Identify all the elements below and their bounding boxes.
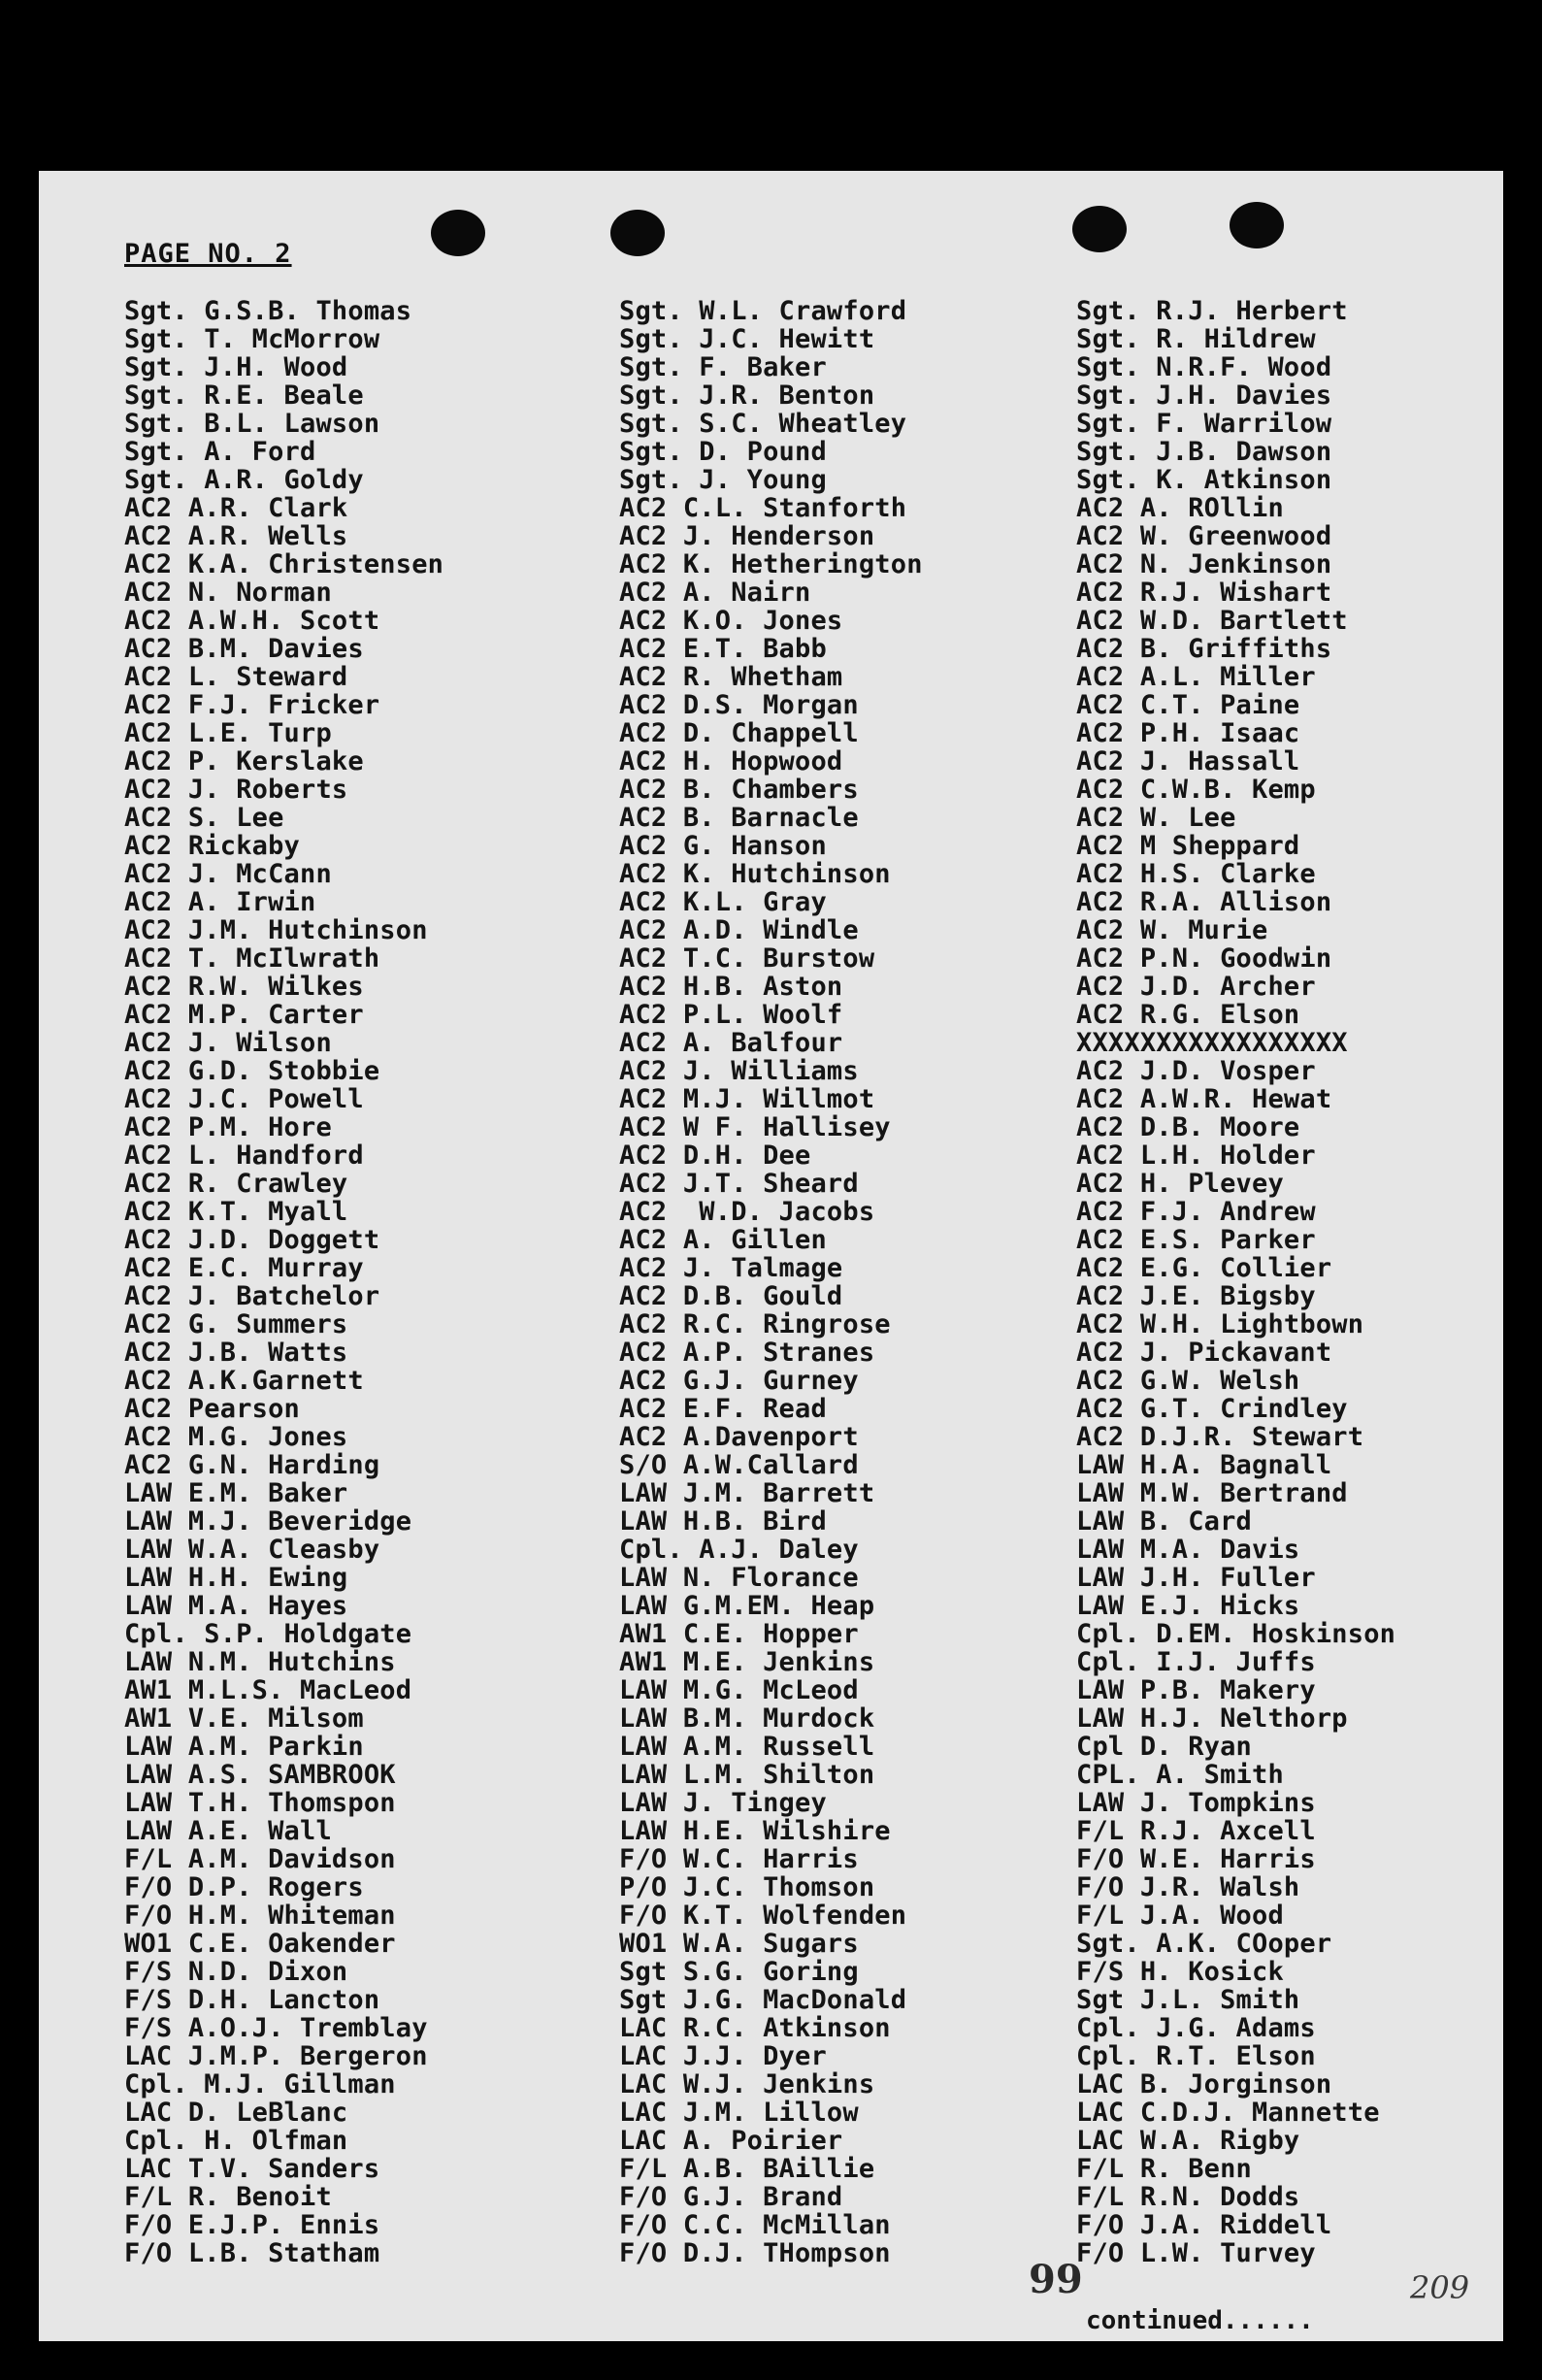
- roster-entry: AC2 Pearson: [124, 1394, 301, 1424]
- roster-entry: WO1 W.A. Sugars: [619, 1929, 859, 1959]
- roster-entry: AC2 K.A. Christensen: [124, 549, 444, 579]
- roster-entry: AC2 E.S. Parker: [1076, 1225, 1316, 1255]
- roster-entry: AC2 H. Hopwood: [619, 746, 843, 777]
- roster-entry: LAW J. Tompkins: [1076, 1788, 1316, 1818]
- roster-entry: F/O C.C. McMillan: [619, 2210, 891, 2240]
- roster-entry: LAW T.H. Thomspon: [124, 1788, 396, 1818]
- roster-entry: AC2 C.L. Stanforth: [619, 493, 907, 523]
- roster-entry: AC2 J.D. Archer: [1076, 972, 1316, 1002]
- roster-entry: F/O D.J. THompson: [619, 2238, 891, 2268]
- roster-entry: AC2 P.N. Goodwin: [1076, 943, 1332, 974]
- roster-entry: AC2 J.C. Powell: [124, 1084, 364, 1114]
- roster-entry: F/S H. Kosick: [1076, 1957, 1284, 1987]
- roster-entry: AC2 J.T. Sheard: [619, 1169, 859, 1199]
- roster-entry: LAW A.E. Wall: [124, 1816, 332, 1846]
- roster-entry: LAW H.E. Wilshire: [619, 1816, 891, 1846]
- roster-entry: AC2 W.D. Jacobs: [619, 1197, 875, 1227]
- roster-entry: AC2 J. Williams: [619, 1056, 859, 1086]
- roster-entry: F/S D.H. Lancton: [124, 1985, 380, 2015]
- roster-entry: AC2 E.T. Babb: [619, 634, 827, 664]
- roster-entry: LAC R.C. Atkinson: [619, 2013, 891, 2043]
- roster-entry: AC2 K.O. Jones: [619, 606, 843, 636]
- roster-entry: Sgt. T. McMorrow: [124, 324, 380, 354]
- roster-entry: AC2 A.P. Stranes: [619, 1338, 875, 1368]
- roster-entry: F/L R.N. Dodds: [1076, 2182, 1300, 2212]
- roster-entry: S/O A.W.Callard: [619, 1450, 859, 1480]
- roster-entry: Sgt. A.K. COoper: [1076, 1929, 1332, 1959]
- roster-entry: Sgt. J.B. Dawson: [1076, 437, 1332, 467]
- roster-entry: AC2 A. Gillen: [619, 1225, 827, 1255]
- roster-entry: AC2 H.S. Clarke: [1076, 859, 1316, 889]
- name-column-3: [1076, 297, 1395, 2267]
- roster-entry: LAW A.S. SAMBROOK: [124, 1760, 396, 1790]
- roster-entry: AC2 L.E. Turp: [124, 718, 332, 748]
- roster-entry: LAW J.M. Barrett: [619, 1478, 875, 1508]
- roster-entry: F/S A.O.J. Tremblay: [124, 2013, 428, 2043]
- roster-entry: AC2 G.D. Stobbie: [124, 1056, 380, 1086]
- roster-entry: LAW M.A. Davis: [1076, 1535, 1300, 1565]
- roster-entry: AW1 M.L.S. MacLeod: [124, 1675, 412, 1705]
- roster-entry: AC2 J. Wilson: [124, 1028, 332, 1058]
- roster-entry: AC2 B. Griffiths: [1076, 634, 1332, 664]
- roster-entry: AC2 A.L. Miller: [1076, 662, 1316, 692]
- roster-entry: AC2 J.D. Doggett: [124, 1225, 380, 1255]
- roster-entry: Cpl. S.P. Holdgate: [124, 1619, 412, 1649]
- roster-entry: Cpl D. Ryan: [1076, 1732, 1253, 1762]
- roster-entry: Cpl. D.EM. Hoskinson: [1076, 1619, 1396, 1649]
- roster-entry: LAW H.A. Bagnall: [1076, 1450, 1332, 1480]
- roster-entry: AC2 W. Murie: [1076, 915, 1268, 945]
- roster-entry: AC2 P.L. Woolf: [619, 1000, 843, 1030]
- roster-entry: LAW M.W. Bertrand: [1076, 1478, 1348, 1508]
- roster-entry: Sgt. J.H. Wood: [124, 352, 348, 382]
- roster-entry: F/L J.A. Wood: [1076, 1901, 1284, 1931]
- roster-entry: LAW W.A. Cleasby: [124, 1535, 380, 1565]
- roster-entry: AC2 K. Hutchinson: [619, 859, 891, 889]
- roster-entry: F/L R. Benoit: [124, 2182, 332, 2212]
- roster-entry: AC2 D.S. Morgan: [619, 690, 859, 720]
- roster-entry: LAW H.J. Nelthorp: [1076, 1703, 1348, 1734]
- roster-entry: Sgt. J.R. Benton: [619, 380, 875, 411]
- roster-entry: Cpl. M.J. Gillman: [124, 2069, 396, 2099]
- name-column-2: [619, 297, 923, 2267]
- roster-entry: LAC J.M.P. Bergeron: [124, 2041, 428, 2071]
- roster-entry: F/O K.T. Wolfenden: [619, 1901, 907, 1931]
- name-column-1: [124, 297, 443, 2267]
- roster-entry: Cpl. I.J. Juffs: [1076, 1647, 1316, 1677]
- roster-entry: AC2 G.W. Welsh: [1076, 1366, 1300, 1396]
- roster-entry: Cpl. H. Olfman: [124, 2126, 348, 2156]
- roster-entry: AC2 K. Hetherington: [619, 549, 923, 579]
- roster-entry: AC2 W. Lee: [1076, 803, 1236, 833]
- continued-note: continued......: [1086, 2306, 1314, 2335]
- roster-entry: F/L R.J. Axcell: [1076, 1816, 1316, 1846]
- roster-entry: AC2 L.H. Holder: [1076, 1140, 1316, 1171]
- roster-entry: AC2 F.J. Andrew: [1076, 1197, 1316, 1227]
- page-header: PAGE NO. 2: [124, 239, 292, 269]
- roster-entry: AC2 G.J. Gurney: [619, 1366, 859, 1396]
- roster-entry: LAW M.G. McLeod: [619, 1675, 859, 1705]
- roster-entry: AC2 E.C. Murray: [124, 1253, 364, 1283]
- roster-entry: Cpl. R.T. Elson: [1076, 2041, 1316, 2071]
- roster-entry: AC2 J. Hassall: [1076, 746, 1300, 777]
- roster-entry: AC2 T. McIlwrath: [124, 943, 380, 974]
- roster-entry: Cpl. J.G. Adams: [1076, 2013, 1316, 2043]
- roster-entry: LAW H.B. Bird: [619, 1506, 827, 1537]
- roster-entry: AC2 J. Roberts: [124, 775, 348, 805]
- roster-entry: F/L A.B. BAillie: [619, 2154, 875, 2184]
- roster-entry: LAW E.J. Hicks: [1076, 1591, 1300, 1621]
- roster-entry: AC2 B. Barnacle: [619, 803, 859, 833]
- roster-entry: AC2 R. Whetham: [619, 662, 843, 692]
- roster-entry: AC2 A. ROllin: [1076, 493, 1284, 523]
- roster-entry: LAW A.M. Parkin: [124, 1732, 364, 1762]
- punch-hole: [431, 210, 485, 256]
- roster-entry: Sgt J.L. Smith: [1076, 1985, 1300, 2015]
- roster-entry: F/O D.P. Rogers: [124, 1872, 364, 1902]
- roster-entry: AC2 Rickaby: [124, 831, 301, 861]
- roster-entry: AC2 E.G. Collier: [1076, 1253, 1332, 1283]
- roster-entry: AC2 B. Chambers: [619, 775, 859, 805]
- roster-entry: AC2 D.J.R. Stewart: [1076, 1422, 1364, 1452]
- roster-entry: AC2 L. Handford: [124, 1140, 364, 1171]
- folio-number: 209: [1410, 2269, 1470, 2306]
- document-sheet: [39, 171, 1503, 2341]
- roster-entry: Sgt. G.S.B. Thomas: [124, 296, 412, 326]
- roster-entry: AC2 G. Hanson: [619, 831, 827, 861]
- roster-entry: AC2 D.H. Dee: [619, 1140, 811, 1171]
- punch-hole: [610, 210, 665, 256]
- roster-entry: Sgt. J.C. Hewitt: [619, 324, 875, 354]
- roster-entry: AC2 J.M. Hutchinson: [124, 915, 428, 945]
- roster-entry: LAC B. Jorginson: [1076, 2069, 1332, 2099]
- roster-entry: AC2 R.C. Ringrose: [619, 1309, 891, 1339]
- roster-entry: LAC T.V. Sanders: [124, 2154, 380, 2184]
- roster-entry: LAW J.H. Fuller: [1076, 1563, 1316, 1593]
- roster-entry: AC2 A.Davenport: [619, 1422, 859, 1452]
- roster-entry: AW1 C.E. Hopper: [619, 1619, 859, 1649]
- roster-entry: F/O H.M. Whiteman: [124, 1901, 396, 1931]
- roster-entry: Sgt. J.H. Davies: [1076, 380, 1332, 411]
- roster-entry: AC2 J. Henderson: [619, 521, 875, 551]
- roster-entry: AC2 W F. Hallisey: [619, 1112, 891, 1142]
- roster-entry: LAW A.M. Russell: [619, 1732, 875, 1762]
- roster-entry: LAW E.M. Baker: [124, 1478, 348, 1508]
- roster-entry: Sgt. R.E. Beale: [124, 380, 364, 411]
- roster-entry: LAC D. LeBlanc: [124, 2098, 348, 2128]
- roster-entry: AC2 H. Plevey: [1076, 1169, 1284, 1199]
- roster-entry: F/O G.J. Brand: [619, 2182, 843, 2212]
- roster-entry: AC2 J.E. Bigsby: [1076, 1281, 1316, 1311]
- roster-entry: P/O J.C. Thomson: [619, 1872, 875, 1902]
- roster-entry: AC2 D.B. Gould: [619, 1281, 843, 1311]
- roster-entry: F/L A.M. Davidson: [124, 1844, 396, 1874]
- roster-entry: AC2 J. Pickavant: [1076, 1338, 1332, 1368]
- roster-entry: AC2 A.W.H. Scott: [124, 606, 380, 636]
- roster-entry: LAW M.J. Beveridge: [124, 1506, 412, 1537]
- roster-entry: LAW G.M.EM. Heap: [619, 1591, 875, 1621]
- roster-entry: AC2 D.B. Moore: [1076, 1112, 1300, 1142]
- roster-entry: AC2 G.T. Crindley: [1076, 1394, 1348, 1424]
- roster-entry: AC2 A.K.Garnett: [124, 1366, 364, 1396]
- roster-entry: AW1 M.E. Jenkins: [619, 1647, 875, 1677]
- roster-entry: LAC W.A. Rigby: [1076, 2126, 1300, 2156]
- roster-entry: AC2 N. Norman: [124, 578, 332, 608]
- roster-entry: AC2 N. Jenkinson: [1076, 549, 1332, 579]
- roster-entry: LAW J. Tingey: [619, 1788, 827, 1818]
- roster-entry: AC2 C.T. Paine: [1076, 690, 1300, 720]
- roster-entry: F/O J.R. Walsh: [1076, 1872, 1300, 1902]
- roster-entry: AC2 B.M. Davies: [124, 634, 364, 664]
- roster-entry: AC2 L. Steward: [124, 662, 348, 692]
- roster-entry: LAW B. Card: [1076, 1506, 1253, 1537]
- roster-entry: AC2 D. Chappell: [619, 718, 859, 748]
- punch-hole: [1072, 206, 1127, 252]
- roster-entry: CPL. A. Smith: [1076, 1760, 1284, 1790]
- roster-entry: F/O L.W. Turvey: [1076, 2238, 1316, 2268]
- roster-entry: Sgt. F. Warrilow: [1076, 409, 1332, 439]
- roster-entry: F/S N.D. Dixon: [124, 1957, 348, 1987]
- roster-entry: AC2 M Sheppard: [1076, 831, 1300, 861]
- roster-entry: AC2 J. Talmage: [619, 1253, 843, 1283]
- roster-entry: F/O W.E. Harris: [1076, 1844, 1316, 1874]
- roster-entry: Sgt S.G. Goring: [619, 1957, 859, 1987]
- roster-entry: AC2 J. McCann: [124, 859, 332, 889]
- roster-entry: LAW L.M. Shilton: [619, 1760, 875, 1790]
- roster-entry: AC2 P. Kerslake: [124, 746, 364, 777]
- roster-entry: LAW M.A. Hayes: [124, 1591, 348, 1621]
- roster-entry: AC2 G. Summers: [124, 1309, 348, 1339]
- roster-entry: Sgt. J. Young: [619, 465, 827, 495]
- roster-entry: AC2 E.F. Read: [619, 1394, 827, 1424]
- roster-entry: AC2 S. Lee: [124, 803, 284, 833]
- roster-entry: LAC J.M. Lillow: [619, 2098, 859, 2128]
- roster-entry: AC2 K.T. Myall: [124, 1197, 348, 1227]
- roster-entry: Sgt. R.J. Herbert: [1076, 296, 1348, 326]
- roster-entry: XXXXXXXXXXXXXXXXX: [1076, 1028, 1348, 1058]
- roster-entry: AC2 H.B. Aston: [619, 972, 843, 1002]
- roster-entry: LAC C.D.J. Mannette: [1076, 2098, 1380, 2128]
- roster-entry: AC2 W. Greenwood: [1076, 521, 1332, 551]
- handwritten-page-number: 99: [1029, 2257, 1083, 2302]
- roster-entry: F/O L.B. Statham: [124, 2238, 380, 2268]
- roster-entry: AC2 T.C. Burstow: [619, 943, 875, 974]
- roster-entry: AC2 A.D. Windle: [619, 915, 859, 945]
- roster-entry: AC2 R. Crawley: [124, 1169, 348, 1199]
- roster-entry: AC2 A.R. Wells: [124, 521, 348, 551]
- roster-entry: Sgt. A.R. Goldy: [124, 465, 364, 495]
- roster-entry: Sgt J.G. MacDonald: [619, 1985, 907, 2015]
- roster-entry: AC2 M.G. Jones: [124, 1422, 348, 1452]
- roster-entry: LAC W.J. Jenkins: [619, 2069, 875, 2099]
- roster-entry: AW1 V.E. Milsom: [124, 1703, 364, 1734]
- roster-entry: AC2 C.W.B. Kemp: [1076, 775, 1316, 805]
- roster-entry: LAC A. Poirier: [619, 2126, 843, 2156]
- roster-entry: Cpl. A.J. Daley: [619, 1535, 859, 1565]
- roster-entry: AC2 J.D. Vosper: [1076, 1056, 1316, 1086]
- roster-entry: AC2 W.H. Lightbown: [1076, 1309, 1364, 1339]
- roster-entry: F/O E.J.P. Ennis: [124, 2210, 380, 2240]
- roster-entry: Sgt. N.R.F. Wood: [1076, 352, 1332, 382]
- roster-entry: LAW P.B. Makery: [1076, 1675, 1316, 1705]
- roster-entry: Sgt. S.C. Wheatley: [619, 409, 907, 439]
- roster-entry: AC2 K.L. Gray: [619, 887, 827, 917]
- roster-entry: AC2 M.P. Carter: [124, 1000, 364, 1030]
- roster-entry: LAC J.J. Dyer: [619, 2041, 827, 2071]
- roster-entry: AC2 R.A. Allison: [1076, 887, 1332, 917]
- roster-entry: AC2 J.B. Watts: [124, 1338, 348, 1368]
- roster-entry: AC2 R.J. Wishart: [1076, 578, 1332, 608]
- roster-entry: Sgt. D. Pound: [619, 437, 827, 467]
- roster-entry: Sgt. W.L. Crawford: [619, 296, 907, 326]
- roster-entry: LAW B.M. Murdock: [619, 1703, 875, 1734]
- roster-entry: F/O J.A. Riddell: [1076, 2210, 1332, 2240]
- roster-entry: AC2 P.M. Hore: [124, 1112, 332, 1142]
- roster-entry: AC2 F.J. Fricker: [124, 690, 380, 720]
- roster-entry: Sgt. A. Ford: [124, 437, 316, 467]
- roster-entry: AC2 J. Batchelor: [124, 1281, 380, 1311]
- roster-entry: AC2 A.W.R. Hewat: [1076, 1084, 1332, 1114]
- roster-entry: Sgt. R. Hildrew: [1076, 324, 1316, 354]
- roster-entry: AC2 A. Nairn: [619, 578, 811, 608]
- roster-entry: AC2 A. Balfour: [619, 1028, 843, 1058]
- roster-entry: AC2 A. Irwin: [124, 887, 316, 917]
- roster-entry: AC2 P.H. Isaac: [1076, 718, 1300, 748]
- roster-entry: LAW N.M. Hutchins: [124, 1647, 396, 1677]
- roster-entry: LAW H.H. Ewing: [124, 1563, 348, 1593]
- roster-entry: AC2 R.W. Wilkes: [124, 972, 364, 1002]
- roster-entry: Sgt. B.L. Lawson: [124, 409, 380, 439]
- roster-entry: AC2 W.D. Bartlett: [1076, 606, 1348, 636]
- roster-entry: LAW N. Florance: [619, 1563, 859, 1593]
- roster-entry: F/L R. Benn: [1076, 2154, 1253, 2184]
- roster-entry: F/O W.C. Harris: [619, 1844, 859, 1874]
- roster-entry: AC2 A.R. Clark: [124, 493, 348, 523]
- roster-entry: Sgt. K. Atkinson: [1076, 465, 1332, 495]
- punch-hole: [1230, 202, 1284, 248]
- roster-entry: Sgt. F. Baker: [619, 352, 827, 382]
- roster-entry: AC2 G.N. Harding: [124, 1450, 380, 1480]
- roster-entry: WO1 C.E. Oakender: [124, 1929, 396, 1959]
- roster-entry: AC2 R.G. Elson: [1076, 1000, 1300, 1030]
- roster-entry: AC2 M.J. Willmot: [619, 1084, 875, 1114]
